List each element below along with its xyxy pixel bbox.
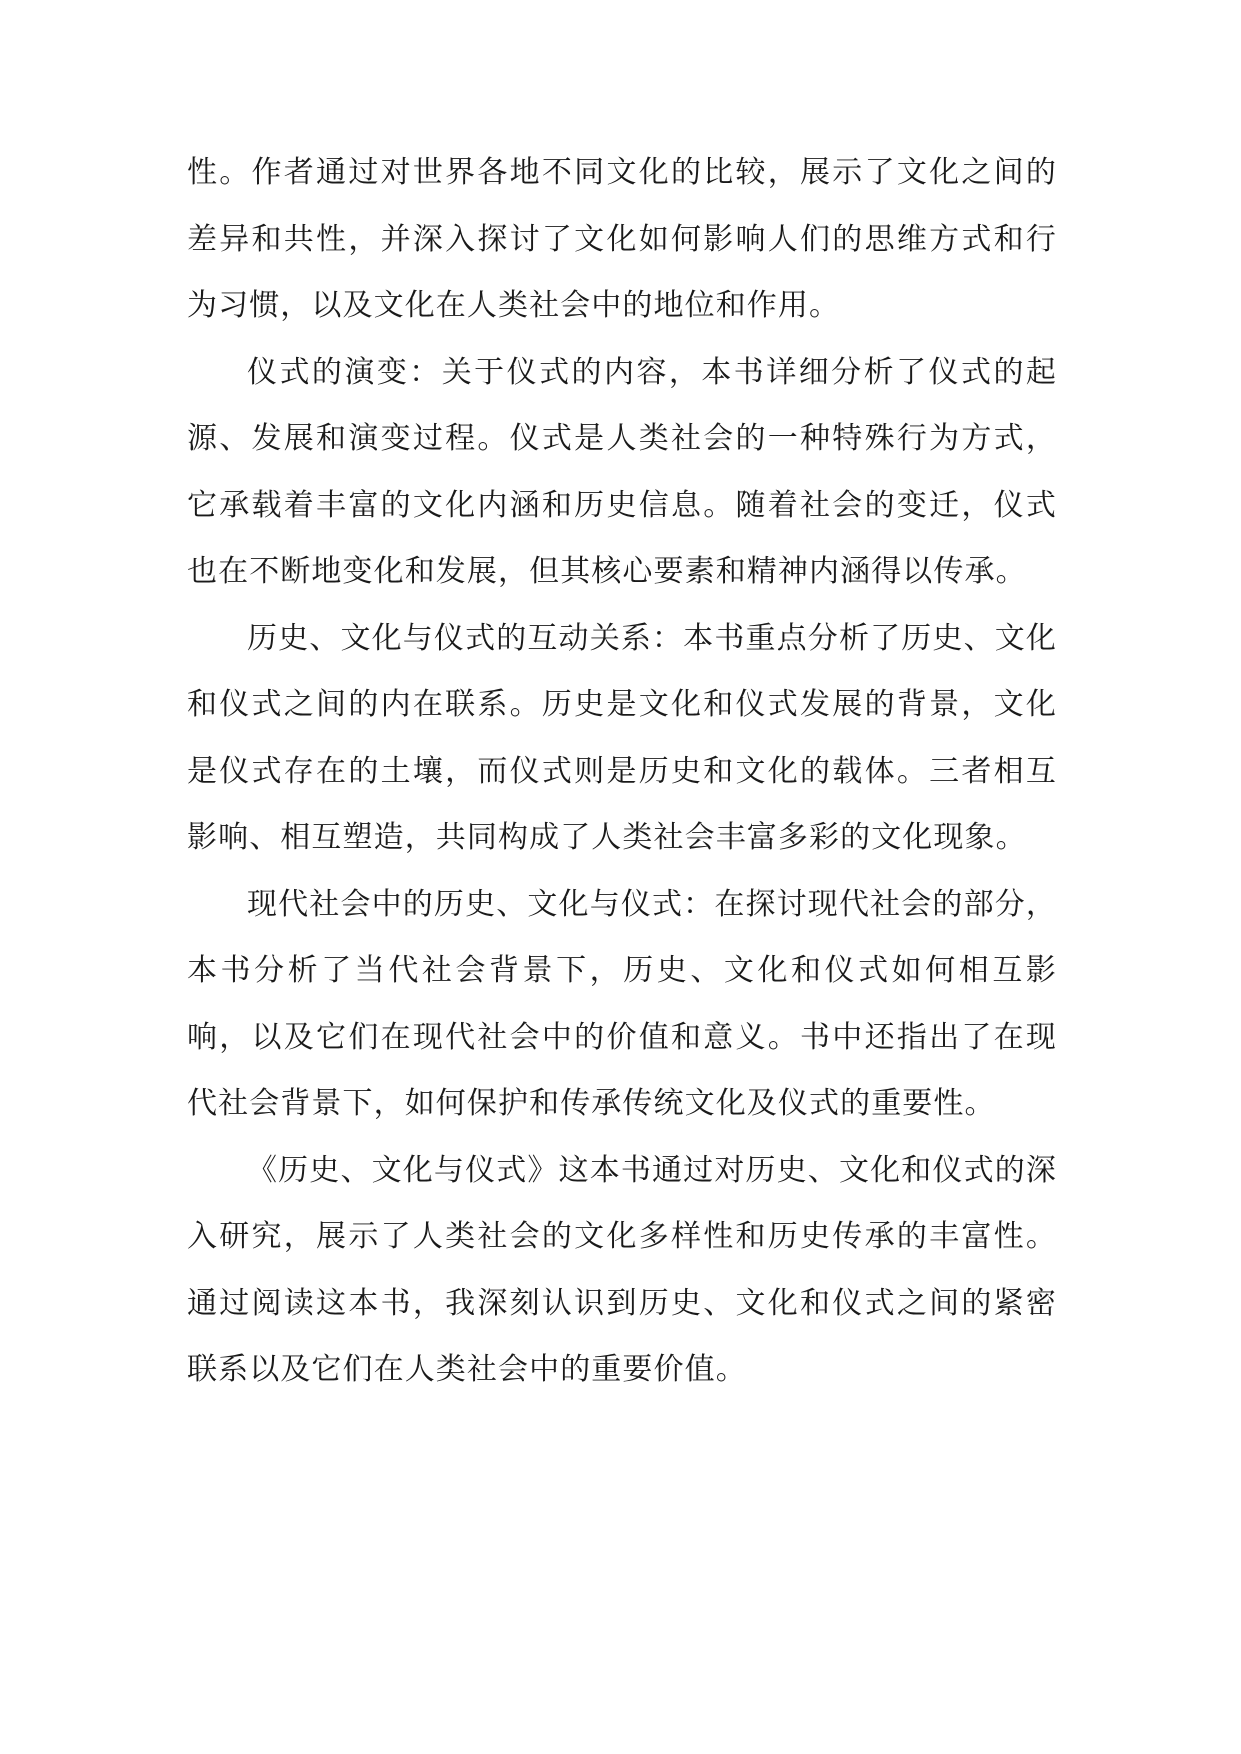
paragraph-modern-society: 现代社会中的历史、文化与仪式：在探讨现代社会的部分，本书分析了当代社会背景下，历史、文化和仪式如何相互影响，以及它们在现代社会中的价值和意义。书中还指出了在现代社会背景下，如何保护和传承传统文化及仪式的重要性。 — [187, 886, 1057, 1121]
paragraph-interaction: 历史、文化与仪式的互动关系：本书重点分析了历史、文化和仪式之间的内在联系。历史是文化和仪式发展的背景，文化是仪式存在的土壤，而仪式则是历史和文化的载体。三者相互影响、相互塑造，共同构成了人类社会丰富多彩的文化现象。 — [187, 620, 1057, 855]
paragraph-ritual-evolution: 仪式的演变：关于仪式的内容，本书详细分析了仪式的起源、发展和演变过程。仪式是人类社会的一种特殊行为方式，它承载着丰富的文化内涵和历史信息。随着社会的变迁，仪式也在不断地变化和发展，但其核心要素和精神内涵得以传承。 — [187, 354, 1057, 589]
paragraph-conclusion: 《历史、文化与仪式》这本书通过对历史、文化和仪式的深入研究，展示了人类社会的文化多样性和历史传承的丰富性。通过阅读这本书，我深刻认识到历史、文化和仪式之间的紧密联系以及它们在人类社会中的重要价值。 — [187, 1152, 1057, 1387]
document-body — [187, 140, 1057, 1404]
paragraph-culture-comparison: 性。作者通过对世界各地不同文化的比较，展示了文化之间的差异和共性，并深入探讨了文化如何影响人们的思维方式和行为习惯，以及文化在人类社会中的地位和作用。 — [187, 155, 1057, 323]
